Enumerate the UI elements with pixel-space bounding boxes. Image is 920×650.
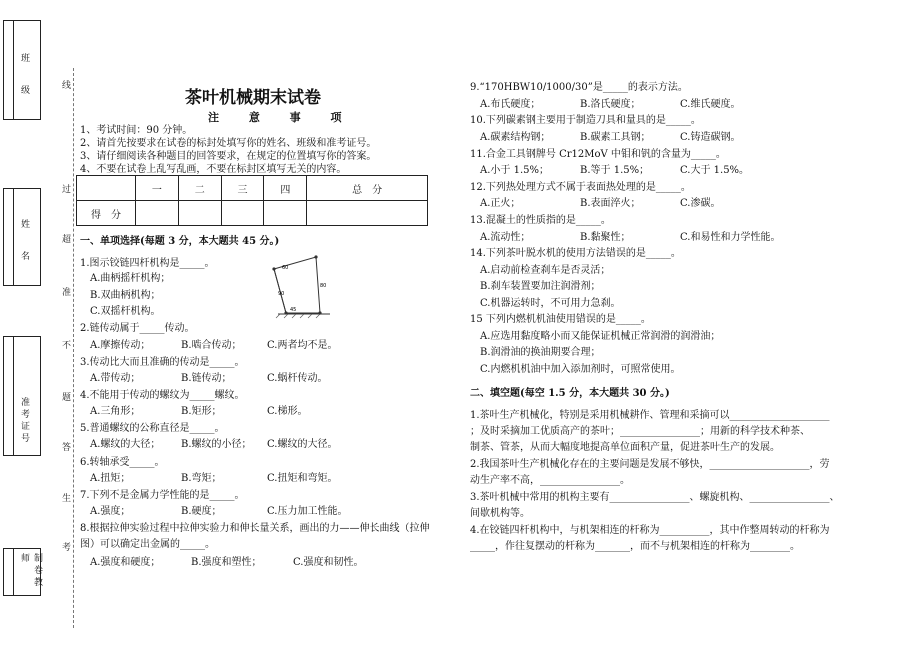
exam-title: 茶叶机械期末试卷 [185,88,321,108]
section1-title: 一、单项选择(每题 3 分，本大题共 45 分。) [80,236,280,247]
figure-label: 60 [282,265,289,271]
fill-line: 间歇机构等。 [470,508,530,519]
score-header: 总 分 [307,176,428,201]
option-a[interactable]: A.流动性； [480,232,531,243]
option-b[interactable]: B.强度和塑性； [191,557,262,568]
score-header: 三 [221,176,264,201]
score-cell[interactable] [178,201,221,226]
option-c[interactable]: C.内燃机机油中加入添加剂时，可照常使用。 [480,364,681,375]
question-text: 4.不能用于传动的螺纹为_____螺纹。 [80,390,245,401]
option-b[interactable]: B.双曲柄机构； [90,290,161,301]
option-a[interactable]: A.扭矩； [90,473,131,484]
score-table [76,175,428,226]
option-b[interactable]: B.硬度； [181,506,222,517]
fill-line: 3.茶叶机械中常用的机构主要有________________、螺旋机构、________________、 [470,492,840,503]
option-b[interactable]: B.碳素工具钢； [580,132,651,143]
option-c[interactable]: C.渗碳。 [680,198,721,209]
option-a[interactable]: A.三角形； [90,406,141,417]
option-c[interactable]: C.螺纹的大径。 [267,439,338,450]
option-a[interactable]: A.启动前检查刹车是否灵活； [480,265,611,276]
question-text: 13.混凝土的性质指的是_____。 [470,215,611,226]
option-b[interactable]: B.矩形； [181,406,222,417]
option-a[interactable]: A.摩擦传动； [90,340,151,351]
option-a[interactable]: A.正火； [480,198,521,209]
question-text: 10.下列碳素钢主要用于制造刀具和量具的是_____。 [470,115,701,126]
option-b[interactable]: B.表面淬火； [580,198,641,209]
score-cell[interactable] [221,201,264,226]
option-b[interactable]: B.润滑油的换油期要合理； [480,347,601,358]
option-a[interactable]: A.小于 1.5%； [480,165,549,176]
stub-divider [13,189,14,285]
option-c[interactable]: C.强度和韧性。 [293,557,364,568]
option-a[interactable]: A.强度； [90,506,131,517]
question-text: 8.根据拉伸实验过程中拉伸实验力和伸长量关系，画出的力——伸长曲线（拉伸 [80,523,430,534]
option-b[interactable]: B.洛氏硬度； [580,99,641,110]
fill-line: 1.茶叶生产机械化，特别是采用机械耕作、管理和采摘可以____________________ [470,410,830,421]
four-bar-linkage-figure [268,253,342,319]
question-text: 1.图示铰链四杆机构是_____。 [80,258,215,269]
option-c[interactable]: C.蜗杆传动。 [267,373,328,384]
option-c[interactable]: C.铸造碳钢。 [680,132,741,143]
question-text: 3.传动比大而且准确的传动是_____。 [80,357,245,368]
seal-char: 答 [62,443,72,453]
note-line: 4、不要在试卷上乱写乱画，不要在标封区填写无关的内容。 [80,164,347,175]
seal-char: 线 [62,81,72,91]
stub-divider [13,21,14,119]
option-a[interactable]: A.强度和硬度； [90,557,161,568]
stub-name-label: 姓 名 [19,219,29,270]
notes-heading: 注 意 事 项 [208,111,355,124]
figure-label: 80 [320,283,327,289]
seal-char: 准 [62,288,72,298]
option-c[interactable]: C.维氏硬度。 [680,99,741,110]
option-a[interactable]: A.曲柄摇杆机构； [90,273,171,284]
stub-teacher-box [3,548,41,596]
score-header: 二 [178,176,221,201]
option-b[interactable]: B.刹车装置要加注润滑剂； [480,281,601,292]
seal-char: 考 [62,543,72,553]
stub-class-box [3,20,41,120]
question-text: 6.转轴承受_____。 [80,457,165,468]
question-text: 2.链传动属于_____传动。 [80,323,195,334]
stub-exam-no-box [3,336,41,456]
seal-char: 过 [62,185,72,195]
fill-line: 2.我国茶叶生产机械化存在的主要问题是发展不够快，____________________，劳 [470,459,830,470]
question-text: 9.“170HBW10/1000/30”是_____的表示方法。 [470,82,688,93]
option-b[interactable]: B.螺纹的小径； [181,439,252,450]
option-c[interactable]: C.机器运转时，不可用力急刹。 [480,298,621,309]
option-c[interactable]: C.梯形。 [267,406,308,417]
note-line: 2、请首先按要求在试卷的标封处填写你的姓名、班级和准考证号。 [80,138,377,149]
option-b[interactable]: B.啮合传动； [181,340,242,351]
score-cell[interactable] [264,201,307,226]
question-text: 12.下列热处理方式不属于表面热处理的是_____。 [470,182,691,193]
seal-char: 题 [62,393,72,403]
stub-exam-no-label: 准考证号 [19,397,29,445]
stub-teacher-label: 制卷教师 [19,553,42,589]
option-a[interactable]: A.布氏硬度； [480,99,541,110]
option-c[interactable]: C.双摇杆机构。 [90,306,161,317]
fill-line: 4.在铰链四杆机构中，与机架相连的杆称为__________，其中作整周转动的杆称为 [470,525,830,536]
option-b[interactable]: B.等于 1.5%； [580,165,650,176]
question-text-cont: 图）可以确定出金属的_____。 [80,539,215,550]
seal-line [73,68,74,628]
score-cell[interactable] [136,201,179,226]
question-text: 14.下列茶叶脱水机的使用方法错误的是_____。 [470,248,681,259]
score-header: 一 [136,176,179,201]
fill-line: 动生产率不高，________________。 [470,475,630,486]
stub-name-box [3,188,41,286]
option-c[interactable]: C.扭矩和弯矩。 [267,473,338,484]
option-c[interactable]: C.两者均不是。 [267,340,338,351]
option-a[interactable]: A.带传动； [90,373,141,384]
option-b[interactable]: B.弯矩； [181,473,222,484]
option-c[interactable]: C.和易性和力学性能。 [680,232,781,243]
figure-label: 90 [278,291,285,297]
fill-line: 制茶、管茶，从而大幅度地提高单位面积产量，促进茶叶生产的发展。 [470,442,780,453]
option-b[interactable]: B.链传动； [181,373,232,384]
figure-label: 45 [290,307,297,313]
option-a[interactable]: A.应选用黏度略小而又能保证机械正常润滑的润滑油； [480,331,721,342]
question-text: 7.下列不是金属力学性能的是_____。 [80,490,245,501]
stub-divider [13,337,14,455]
fill-line: _____，作往复摆动的杆称为_______，而不与机架相连的杆称为________。 [470,541,800,552]
option-b[interactable]: B.黏聚性； [580,232,631,243]
option-a[interactable]: A.碳素结构钢； [480,132,551,143]
score-cell[interactable] [307,201,428,226]
question-text: 15 下列内燃机机油使用错误的是_____。 [470,314,651,325]
score-row-label: 得 分 [77,201,136,226]
stub-divider [13,549,14,595]
note-line: 1、考试时间：90 分钟。 [80,125,193,136]
section2-title: 二、填空题(每空 1.5 分，本大题共 30 分。) [470,388,670,399]
score-header: 四 [264,176,307,201]
seal-char: 不 [62,341,72,351]
seal-char: 超 [62,235,72,245]
fill-line: ；及时采摘加工优质高产的茶叶；________________；用新的科学技术种茶、 [470,426,810,437]
note-line: 3、请仔细阅读各种题目的回答要求，在规定的位置填写你的答案。 [80,151,377,162]
question-text: 11.合金工具钢牌号 Cr12MoV 中钼和钒的含量为_____。 [470,149,726,160]
seal-char: 生 [62,494,72,504]
option-c[interactable]: C.压力加工性能。 [267,506,348,517]
score-table-corner [77,176,136,201]
option-c[interactable]: C.大于 1.5%。 [680,165,750,176]
stub-class-label: 班 级 [19,53,29,104]
option-a[interactable]: A.螺纹的大径； [90,439,161,450]
question-text: 5.普通螺纹的公称直径是_____。 [80,423,225,434]
